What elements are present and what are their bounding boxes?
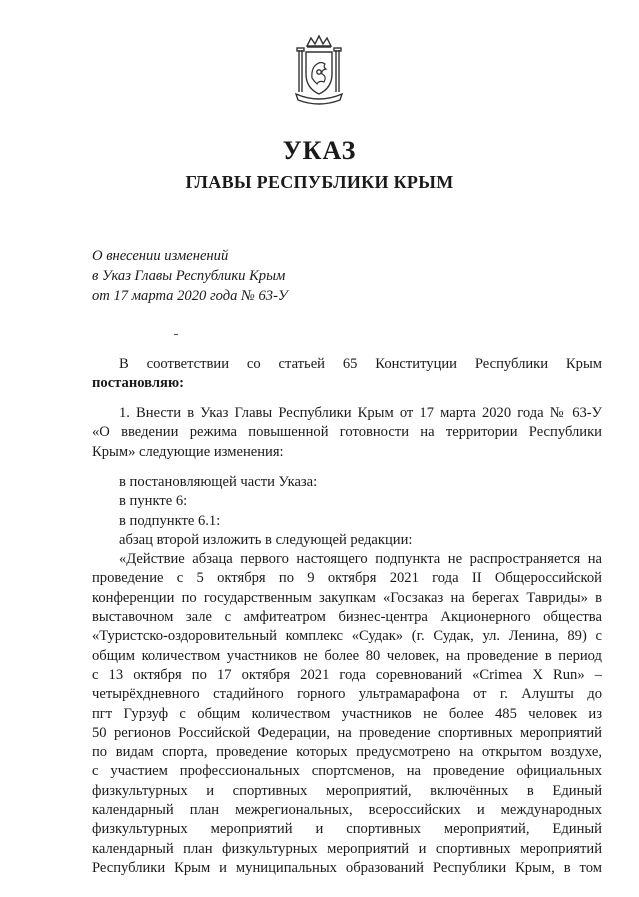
quote-line: пгт Гурзуф с общим количеством участников не более 485 человек из	[92, 705, 602, 722]
quote-line: «Туристско-оздоровительный комплекс «Судак» (г. Судак, ул. Ленина, 89) с	[92, 628, 602, 645]
amend-line: в постановляющей части Указа:	[119, 474, 318, 490]
quote-line: физкультурных и спортивных мероприятий, включённых в Единый	[92, 782, 602, 799]
quote-line: с участием профессиональных спортсменов, на проведение официальных	[92, 763, 602, 780]
amend-line: абзац второй изложить в следующей редакции:	[119, 531, 413, 548]
preamble-line: В соответствии со статьей 65 Конституции Республики Крым	[119, 356, 602, 372]
document-subject	[92, 246, 288, 306]
quote-line: с 13 октября по 17 октября 2021 года соревнований «Crimea X Run» –	[92, 666, 602, 683]
item-1-line: «О введении режима повышенной готовности на территории Республики	[92, 424, 602, 441]
item-1-line: Крым» следующие изменения:	[92, 443, 284, 460]
quote-line: 50 регионов Российской Федерации, на проведение спортивных мероприятий	[92, 724, 602, 741]
coat-of-arms-icon	[293, 34, 345, 106]
preamble-paragraph	[92, 355, 602, 394]
decree-keyword: постановляю:	[92, 375, 184, 392]
stray-mark	[174, 334, 178, 335]
subject-line: от 17 марта 2020 года № 63-У	[92, 288, 288, 304]
quote-line: проведение с 5 октября по 9 октября 2021 года II Общероссийской	[92, 570, 602, 587]
amendment-block	[92, 473, 602, 878]
document-subtitle: ГЛАВЫ РЕСПУБЛИКИ КРЫМ	[185, 172, 454, 192]
quote-line: «Действие абзаца первого настоящего подпункта не распространяется на	[119, 551, 602, 568]
amend-line: в подпункте 6.1:	[119, 512, 221, 529]
quote-line: конференции по государственным закупкам «Госзаказ на берегах Тавриды» в	[92, 589, 602, 606]
quote-line: по видам спорта, проведение которых предусмотрено на открытом воздухе,	[92, 744, 602, 761]
quote-line: выставочном зале с амфитеатром бизнес-центра Акционерного общества	[92, 609, 602, 626]
document-title: УКАЗ	[282, 136, 357, 165]
quote-line: четырёхдневного стадийного горного ультрамарафона от г. Алушты до	[92, 686, 602, 703]
quote-line: физкультурных мероприятий и спортивных мероприятий, Единый	[92, 821, 602, 838]
quote-line: календарный план физкультурных мероприятий и спортивных мероприятий	[92, 840, 602, 857]
quote-line: общим количеством участников не более 80 человек, на проведение в период	[92, 647, 602, 664]
quote-line: Республики Крым и муниципальных образований Республики Крым, в том	[92, 859, 602, 876]
item-1-paragraph	[92, 404, 602, 462]
quote-line: календарный план межрегиональных, всероссийских и международных	[92, 802, 602, 819]
amend-line: в пункте 6:	[119, 493, 188, 510]
item-1-line: 1. Внести в Указ Главы Республики Крым от 17 марта 2020 года № 63-У	[119, 405, 602, 421]
subject-line: в Указ Главы Республики Крым	[92, 268, 286, 284]
subject-line: О внесении изменений	[92, 248, 229, 264]
